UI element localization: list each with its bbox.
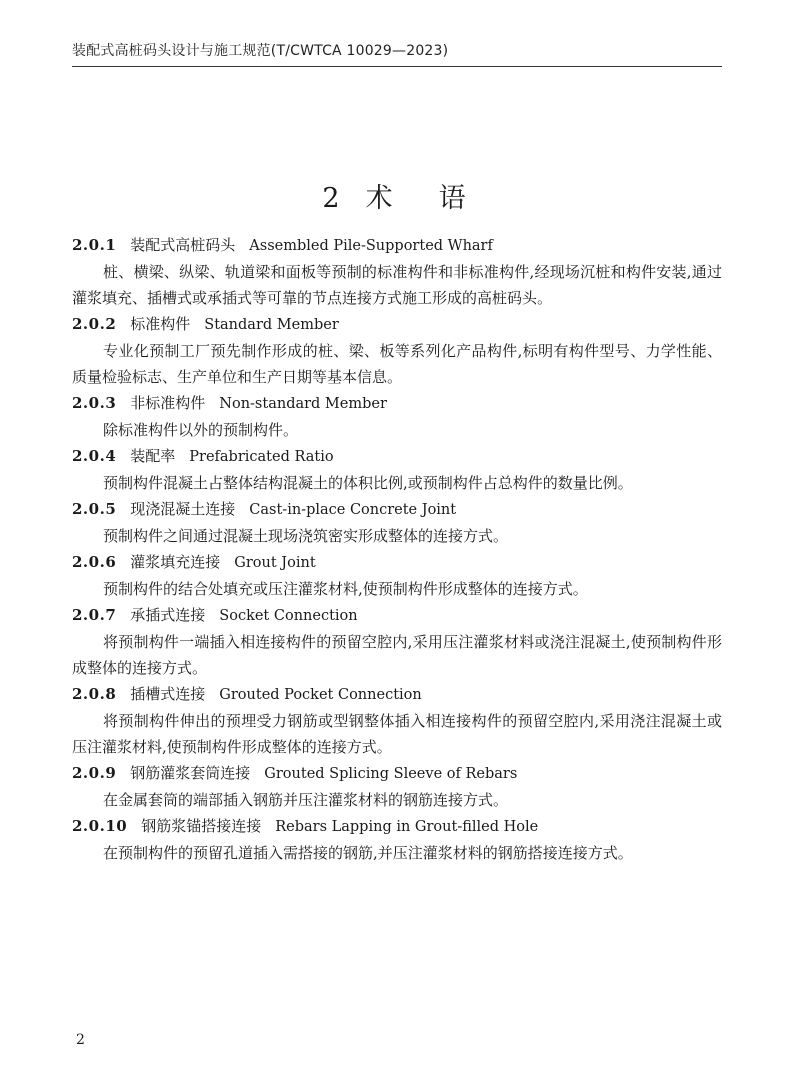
term-english-name: Assembled Pile-Supported Wharf bbox=[249, 238, 493, 254]
term-number: 2.0.3 bbox=[72, 394, 117, 412]
term-number: 2.0.10 bbox=[72, 817, 128, 835]
section-title bbox=[0, 176, 790, 215]
term-heading bbox=[72, 549, 722, 576]
term-entry bbox=[72, 760, 722, 813]
term-entry bbox=[72, 549, 722, 602]
term-definition: 在预制构件的预留孔道插入需搭接的钢筋,并压注灌浆材料的钢筋搭接连接方式。 bbox=[103, 844, 633, 862]
term-heading bbox=[72, 390, 722, 417]
term-definition: 专业化预制工厂预先制作形成的桩、梁、板等系列化产品构件,标明有构件型号、力学性能、质量检验标志、生产单位和生产日期等基本信息。 bbox=[72, 342, 722, 386]
term-definition: 将预制构件伸出的预埋受力钢筋或型钢整体插入相连接构件的预留空腔内,采用浇注混凝土或压注灌浆材料,使预制构件形成整体的连接方式。 bbox=[72, 712, 722, 756]
term-number: 2.0.2 bbox=[72, 315, 117, 333]
term-english-name: Non-standard Member bbox=[219, 396, 387, 412]
term-chinese-name: 装配式高桩码头 bbox=[130, 236, 236, 254]
term-english-name: Grouted Pocket Connection bbox=[219, 687, 422, 703]
term-definition: 除标准构件以外的预制构件。 bbox=[103, 421, 299, 439]
term-number: 2.0.1 bbox=[72, 236, 117, 254]
term-heading bbox=[72, 311, 722, 338]
term-heading bbox=[72, 813, 722, 840]
term-english-name: Grouted Splicing Sleeve of Rebars bbox=[264, 766, 518, 782]
term-entry bbox=[72, 681, 722, 760]
term-heading bbox=[72, 496, 722, 523]
section-number: 2 bbox=[322, 183, 342, 214]
term-heading bbox=[72, 760, 722, 787]
term-chinese-name: 现浇混凝土连接 bbox=[130, 500, 236, 518]
term-heading bbox=[72, 681, 722, 708]
term-entry bbox=[72, 813, 722, 866]
term-definition: 预制构件的结合处填充或压注灌浆材料,使预制构件形成整体的连接方式。 bbox=[103, 580, 588, 598]
term-definition: 将预制构件一端插入相连接构件的预留空腔内,采用压注灌浆材料或浇注混凝土,使预制构件形成整体的连接方式。 bbox=[72, 633, 722, 677]
term-english-name: Prefabricated Ratio bbox=[189, 449, 334, 465]
term-english-name: Grout Joint bbox=[234, 555, 316, 571]
term-definition: 桩、横梁、纵梁、轨道梁和面板等预制的标准构件和非标准构件,经现场沉桩和构件安装,通过灌浆填充、插槽式或承插式等可靠的节点连接方式施工形成的高桩码头。 bbox=[72, 263, 722, 307]
term-definition: 预制构件之间通过混凝土现场浇筑密实形成整体的连接方式。 bbox=[103, 527, 509, 545]
term-entry bbox=[72, 443, 722, 496]
term-english-name: Rebars Lapping in Grout-filled Hole bbox=[275, 819, 539, 835]
term-chinese-name: 非标准构件 bbox=[130, 394, 206, 412]
term-heading bbox=[72, 443, 722, 470]
term-english-name: Cast-in-place Concrete Joint bbox=[249, 502, 457, 518]
terms-list bbox=[72, 232, 722, 866]
term-heading bbox=[72, 232, 722, 259]
term-english-name: Standard Member bbox=[204, 317, 339, 333]
page-number: 2 bbox=[76, 1032, 85, 1048]
term-number: 2.0.9 bbox=[72, 764, 117, 782]
term-entry bbox=[72, 390, 722, 443]
term-chinese-name: 钢筋浆锚搭接连接 bbox=[141, 817, 262, 835]
term-entry bbox=[72, 311, 722, 390]
term-chinese-name: 插槽式连接 bbox=[130, 685, 206, 703]
term-chinese-name: 标准构件 bbox=[130, 315, 191, 333]
term-chinese-name: 钢筋灌浆套筒连接 bbox=[130, 764, 251, 782]
term-entry bbox=[72, 602, 722, 681]
section-title-char-1: 术 bbox=[365, 183, 395, 214]
term-chinese-name: 承插式连接 bbox=[130, 606, 206, 624]
term-number: 2.0.4 bbox=[72, 447, 117, 465]
term-chinese-name: 装配率 bbox=[130, 447, 176, 465]
section-title-char-2: 语 bbox=[438, 183, 468, 214]
term-heading bbox=[72, 602, 722, 629]
term-number: 2.0.6 bbox=[72, 553, 117, 571]
term-chinese-name: 灌浆填充连接 bbox=[130, 553, 221, 571]
term-definition: 在金属套筒的端部插入钢筋并压注灌浆材料的钢筋连接方式。 bbox=[103, 791, 509, 809]
term-number: 2.0.5 bbox=[72, 500, 117, 518]
header-rule bbox=[72, 66, 722, 67]
term-english-name: Socket Connection bbox=[219, 608, 358, 624]
term-number: 2.0.8 bbox=[72, 685, 117, 703]
term-entry bbox=[72, 496, 722, 549]
running-header: 装配式高桩码头设计与施工规范(T/CWTCA 10029—2023) bbox=[72, 43, 449, 59]
term-number: 2.0.7 bbox=[72, 606, 117, 624]
term-definition: 预制构件混凝土占整体结构混凝土的体积比例,或预制构件占总构件的数量比例。 bbox=[103, 474, 633, 492]
term-entry bbox=[72, 232, 722, 311]
